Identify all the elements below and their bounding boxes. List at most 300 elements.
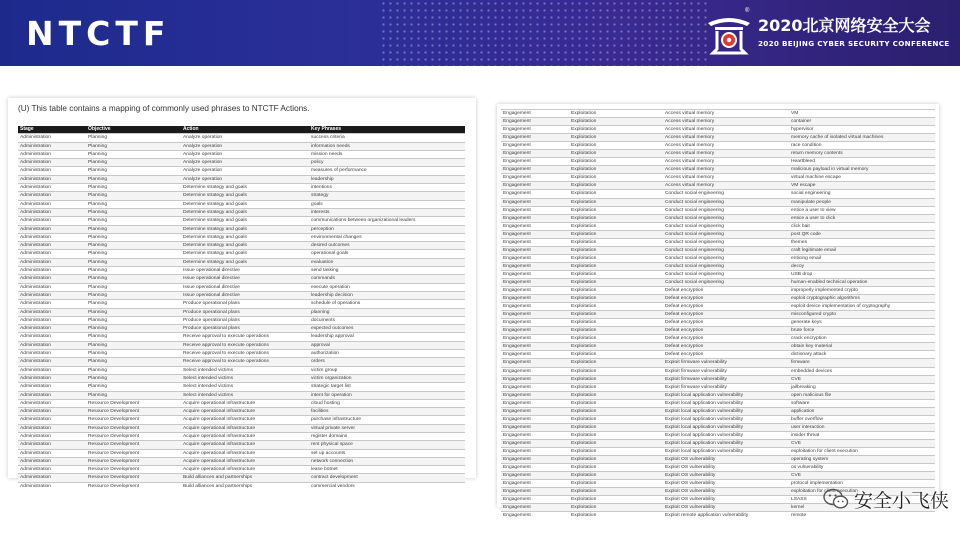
table-cell: goals [309,200,465,208]
table-cell: documents [309,316,465,324]
table-cell: network connection [309,457,465,465]
table-cell: Select intended victims [181,391,309,399]
table-cell: Analyze operation [181,134,309,142]
table-cell: embedded devices [789,367,935,375]
table-cell: Planning [86,208,181,216]
table-cell: Exploit firmware vulnerability [663,375,789,383]
table-row [501,383,935,391]
table-cell: Exploitation [569,447,663,455]
table-row [501,158,935,166]
table-cell: Exploitation [569,399,663,407]
table-cell: Engagement [501,110,569,118]
table-cell: Engagement [501,464,569,472]
table-cell: expected outcomes [309,325,465,333]
table-cell: Exploit local application vulnerability [663,423,789,431]
table-cell: Exploitation [569,504,663,512]
table-row [18,225,465,233]
table-cell: Analyze operation [181,167,309,175]
table-cell: schedule of operations [309,300,465,308]
table-cell: Planning [86,341,181,349]
table-cell: intent for operation [309,391,465,399]
table-cell: Acquire operational infrastructure [181,408,309,416]
table-cell: Exploit local application vulnerability [663,415,789,423]
table-cell: Administration [18,325,86,333]
table-cell: VM escape [789,182,935,190]
table-cell: click bait [789,222,935,230]
table-row [501,246,935,254]
table-cell: protocol implementation [789,480,935,488]
table-cell: Heartbleed [789,158,935,166]
table-cell: Resource Development [86,432,181,440]
table-cell: Administration [18,432,86,440]
table-cell: Exploit OS vulnerability [663,464,789,472]
conference-logo-icon [704,9,754,59]
table-cell: Engagement [501,174,569,182]
table-row [18,432,465,440]
table-cell: Planning [86,175,181,183]
table-row [18,358,465,366]
table-cell: VM [789,110,935,118]
table-cell: Exploitation [569,254,663,262]
wechat-icon [823,488,849,510]
table-row [501,391,935,399]
table-cell: Access virtual memory [663,110,789,118]
table-cell: obtain key material [789,343,935,351]
table-row [18,150,465,158]
table-row [18,167,465,175]
table-cell: Administration [18,466,86,474]
table-cell: Exploit OS vulnerability [663,472,789,480]
table-cell: Determine strategy and goals [181,233,309,241]
table-cell: Exploit firmware vulnerability [663,383,789,391]
table-cell: Administration [18,267,86,275]
table-cell: Exploit OS vulnerability [663,488,789,496]
table-cell: Defeat encryption [663,295,789,303]
table-cell: Engagement [501,166,569,174]
table-cell: Planning [86,142,181,150]
table-cell: Engagement [501,472,569,480]
table-cell: Planning [86,350,181,358]
table-cell: Exploit OS vulnerability [663,456,789,464]
table-cell: virtual machine escape [789,174,935,182]
table-cell: Exploitation [569,319,663,327]
table-cell: Planning [86,192,181,200]
table-cell: Planning [86,383,181,391]
table-cell: set up accounts [309,449,465,457]
table-cell: exploitation for client execution [789,488,935,496]
table-cell: Planning [86,316,181,324]
table-row [18,267,465,275]
table-cell: Exploitation [569,262,663,270]
table-row [501,303,935,311]
table-cell: software [789,399,935,407]
table-cell: LSASS [789,496,935,504]
table-cell: Exploitation [569,182,663,190]
table-row [501,343,935,351]
table-row [501,351,935,359]
table-row [18,341,465,349]
table-cell: Administration [18,358,86,366]
table-cell: enticing email [789,254,935,262]
table-cell: Exploitation [569,383,663,391]
table-row [501,319,935,327]
table-cell: Conduct social engineering [663,206,789,214]
table-row [18,300,465,308]
table-row [501,423,935,431]
table-row [18,233,465,241]
table-row [18,449,465,457]
table-cell: Engagement [501,415,569,423]
table-row [501,142,935,150]
table-cell: firmware [789,359,935,367]
table-cell: Exploitation [569,174,663,182]
table-cell: Resource Development [86,416,181,424]
table-row [501,110,935,118]
table-cell: Exploitation [569,134,663,142]
table-cell: Planning [86,159,181,167]
table-cell: Exploitation [569,110,663,118]
table-cell: Administration [18,383,86,391]
table-cell: Conduct social engineering [663,222,789,230]
table-cell: Determine strategy and goals [181,217,309,225]
table-cell: Determine strategy and goals [181,258,309,266]
table-cell: Issue operational directive [181,267,309,275]
table-header-row [18,126,465,134]
table-cell: victim group [309,366,465,374]
table-row [501,126,935,134]
table-row [501,295,935,303]
table-cell: Administration [18,300,86,308]
table-cell: Exploit local application vulnerability [663,391,789,399]
table-cell: Defeat encryption [663,343,789,351]
table-cell: measures of performance [309,167,465,175]
table-cell: Engagement [501,134,569,142]
table-cell: approval [309,341,465,349]
table-cell: exploit device implementation of cryptography [789,303,935,311]
table-row [501,278,935,286]
table-cell: Receive approval to execute operations [181,333,309,341]
table-cell: Select intended victims [181,366,309,374]
table-row [501,150,935,158]
table-cell: Conduct social engineering [663,262,789,270]
table-cell: Acquire operational infrastructure [181,399,309,407]
table-cell: information needs [309,142,465,150]
registered-mark: ® [745,8,750,14]
table-cell: dictionary attack [789,351,935,359]
table-cell: Access virtual memory [663,134,789,142]
table-cell: Analyze operation [181,150,309,158]
table-cell: remote [789,512,935,520]
table-cell: Defeat encryption [663,287,789,295]
table-row [501,222,935,230]
table-cell: Exploit local application vulnerability [663,399,789,407]
table-cell: leadership approval [309,333,465,341]
table-cell: Determine strategy and goals [181,200,309,208]
table-row [501,399,935,407]
table-cell: Administration [18,192,86,200]
table-cell: Administration [18,457,86,465]
table-cell: generate keys [789,319,935,327]
table-cell: Engagement [501,198,569,206]
table-cell: Conduct social engineering [663,230,789,238]
table-cell: Engagement [501,126,569,134]
table-cell: Planning [86,374,181,382]
table-cell: Engagement [501,423,569,431]
table-row [501,190,935,198]
table-row [501,439,935,447]
table-cell: Administration [18,441,86,449]
table-cell: commercial vendors [309,482,465,490]
table-cell: Select intended victims [181,374,309,382]
table-cell: Exploitation [569,407,663,415]
table-cell: Exploitation [569,142,663,150]
table-cell: Exploitation [569,166,663,174]
table-cell: Engagement [501,488,569,496]
table-cell: manipulate people [789,198,935,206]
table-cell: Build alliances and partnerships [181,474,309,482]
table-row [18,250,465,258]
table-cell: Receive approval to execute operations [181,350,309,358]
table-cell: Exploitation [569,351,663,359]
table-cell: Administration [18,134,86,142]
table-cell: intentions [309,184,465,192]
table-cell: Resource Development [86,449,181,457]
table-cell: perception [309,225,465,233]
table-cell: Produce operational plans [181,325,309,333]
table-cell: Determine strategy and goals [181,242,309,250]
table-row [18,275,465,283]
table-cell: Administration [18,399,86,407]
table-cell: brute force [789,327,935,335]
table-cell: Exploitation [569,295,663,303]
table-cell: Administration [18,175,86,183]
table-row [18,474,465,482]
table-cell: Resource Development [86,466,181,474]
table-cell: Exploitation [569,150,663,158]
table-cell: Issue operational directive [181,275,309,283]
table-cell: Acquire operational infrastructure [181,466,309,474]
table-cell: Engagement [501,142,569,150]
table-row [18,391,465,399]
table-row [501,214,935,222]
table-cell: Engagement [501,367,569,375]
table-cell: Administration [18,482,86,490]
table-cell: CVE [789,439,935,447]
table-cell: Exploitation [569,238,663,246]
table-cell: container [789,118,935,126]
table-cell: execute operation [309,283,465,291]
table-cell: Engagement [501,270,569,278]
table-cell: Conduct social engineering [663,198,789,206]
table-cell: Exploitation [569,343,663,351]
table-cell: Administration [18,225,86,233]
table-cell: Planning [86,184,181,192]
table-cell: register domains [309,432,465,440]
table-cell: Determine strategy and goals [181,184,309,192]
table-cell: success criteria [309,134,465,142]
table-cell: Administration [18,159,86,167]
table-cell: Defeat encryption [663,351,789,359]
table-row [501,375,935,383]
table-cell: Administration [18,258,86,266]
table-row [18,374,465,382]
table-row [501,447,935,455]
table-cell: Engagement [501,439,569,447]
table-cell: improperly implemented crypto [789,287,935,295]
table-cell: Exploitation [569,480,663,488]
conference-title: 2020北京网络安全大会 [758,16,931,35]
table-cell: Administration [18,341,86,349]
table-cell: Administration [18,283,86,291]
table-cell: Exploitation [569,512,663,520]
table-row [18,441,465,449]
table-cell: Engagement [501,158,569,166]
table-row [501,134,935,142]
table-cell: Determine strategy and goals [181,208,309,216]
table-cell: Planning [86,275,181,283]
table-cell: planning [309,308,465,316]
table-cell: Administration [18,316,86,324]
table-row [18,366,465,374]
column-header: Key Phrases [309,126,465,134]
table-cell: Planning [86,333,181,341]
table-cell: os vulnerability [789,464,935,472]
table-cell: Exploitation [569,464,663,472]
table-cell: Determine strategy and goals [181,250,309,258]
table-cell: Planning [86,300,181,308]
table-cell: Administration [18,208,86,216]
table-cell: Planning [86,200,181,208]
table-row [501,407,935,415]
table-cell: Engagement [501,456,569,464]
table-cell: Exploitation [569,126,663,134]
table-cell: Engagement [501,504,569,512]
table-cell: Planning [86,291,181,299]
table-cell: Exploitation [569,472,663,480]
table-cell: rent physical space [309,441,465,449]
table-cell: Engagement [501,206,569,214]
table-cell: Exploit remote application vulnerability [663,512,789,520]
table-cell: Exploitation [569,496,663,504]
table-row [18,159,465,167]
table-cell: orders [309,358,465,366]
right-document-page [497,104,939,519]
table-row [501,327,935,335]
table-cell: Exploitation [569,431,663,439]
table-row [18,350,465,358]
table-cell: Exploitation [569,278,663,286]
table-cell: Engagement [501,190,569,198]
table-cell: Receive approval to execute operations [181,341,309,349]
table-cell: Engagement [501,431,569,439]
table-cell: Planning [86,283,181,291]
table-row [501,415,935,423]
table-cell: Analyze operation [181,159,309,167]
table-cell: Administration [18,200,86,208]
table-cell: operating system [789,456,935,464]
table-cell: Exploitation [569,391,663,399]
table-cell: Planning [86,242,181,250]
table-cell: Determine strategy and goals [181,225,309,233]
table-cell: themes [789,238,935,246]
table-cell: Planning [86,366,181,374]
table-row [18,134,465,142]
table-cell: Engagement [501,222,569,230]
table-row [18,333,465,341]
table-cell: Exploitation [569,488,663,496]
table-cell: Defeat encryption [663,311,789,319]
table-cell: Access virtual memory [663,118,789,126]
table-cell: malicious payload in virtual memory [789,166,935,174]
table-cell: Engagement [501,335,569,343]
table-row [501,270,935,278]
table-cell: Administration [18,184,86,192]
table-cell: Engagement [501,327,569,335]
table-cell: Engagement [501,512,569,520]
table-cell: craft legitimate email [789,246,935,254]
table-cell: Administration [18,374,86,382]
table-row [501,472,935,480]
table-cell: Access virtual memory [663,166,789,174]
table-cell: Analyze operation [181,142,309,150]
table-cell: Administration [18,242,86,250]
table-row [18,316,465,324]
table-cell: send tasking [309,267,465,275]
table-cell: lease botnet [309,466,465,474]
table-caption: (U) This table contains a mapping of commonly used phrases to NTCTF Actions. [18,104,310,113]
table-cell: Exploitation [569,311,663,319]
table-row [501,238,935,246]
table-cell: Access virtual memory [663,150,789,158]
table-cell: Exploitation [569,439,663,447]
table-cell: Engagement [501,496,569,504]
table-cell: Access virtual memory [663,142,789,150]
table-cell: Exploitation [569,206,663,214]
table-row [18,175,465,183]
table-row [18,308,465,316]
table-cell: Exploit local application vulnerability [663,439,789,447]
table-cell: Planning [86,325,181,333]
table-cell: Engagement [501,383,569,391]
table-cell: social engineering [789,190,935,198]
table-cell: Engagement [501,278,569,286]
table-cell: Planning [86,225,181,233]
table-cell: Exploit OS vulnerability [663,504,789,512]
table-cell: Exploitation [569,327,663,335]
table-cell: Acquire operational infrastructure [181,449,309,457]
table-cell: Engagement [501,351,569,359]
table-cell: Exploitation [569,198,663,206]
table-cell: Exploitation [569,270,663,278]
table-row [18,242,465,250]
column-header: Action [181,126,309,134]
table-row [501,311,935,319]
table-cell: Engagement [501,311,569,319]
table-cell: Engagement [501,230,569,238]
table-row [18,325,465,333]
table-cell: Exploitation [569,287,663,295]
table-cell: Administration [18,416,86,424]
table-cell: leadership decision [309,291,465,299]
table-cell: Produce operational plans [181,300,309,308]
table-cell: application [789,407,935,415]
table-cell: Conduct social engineering [663,214,789,222]
table-cell: Engagement [501,399,569,407]
table-cell: Administration [18,408,86,416]
table-cell: exploit cryptographic algorithms [789,295,935,303]
table-cell: Exploitation [569,214,663,222]
phrase-mapping-table [18,126,465,490]
